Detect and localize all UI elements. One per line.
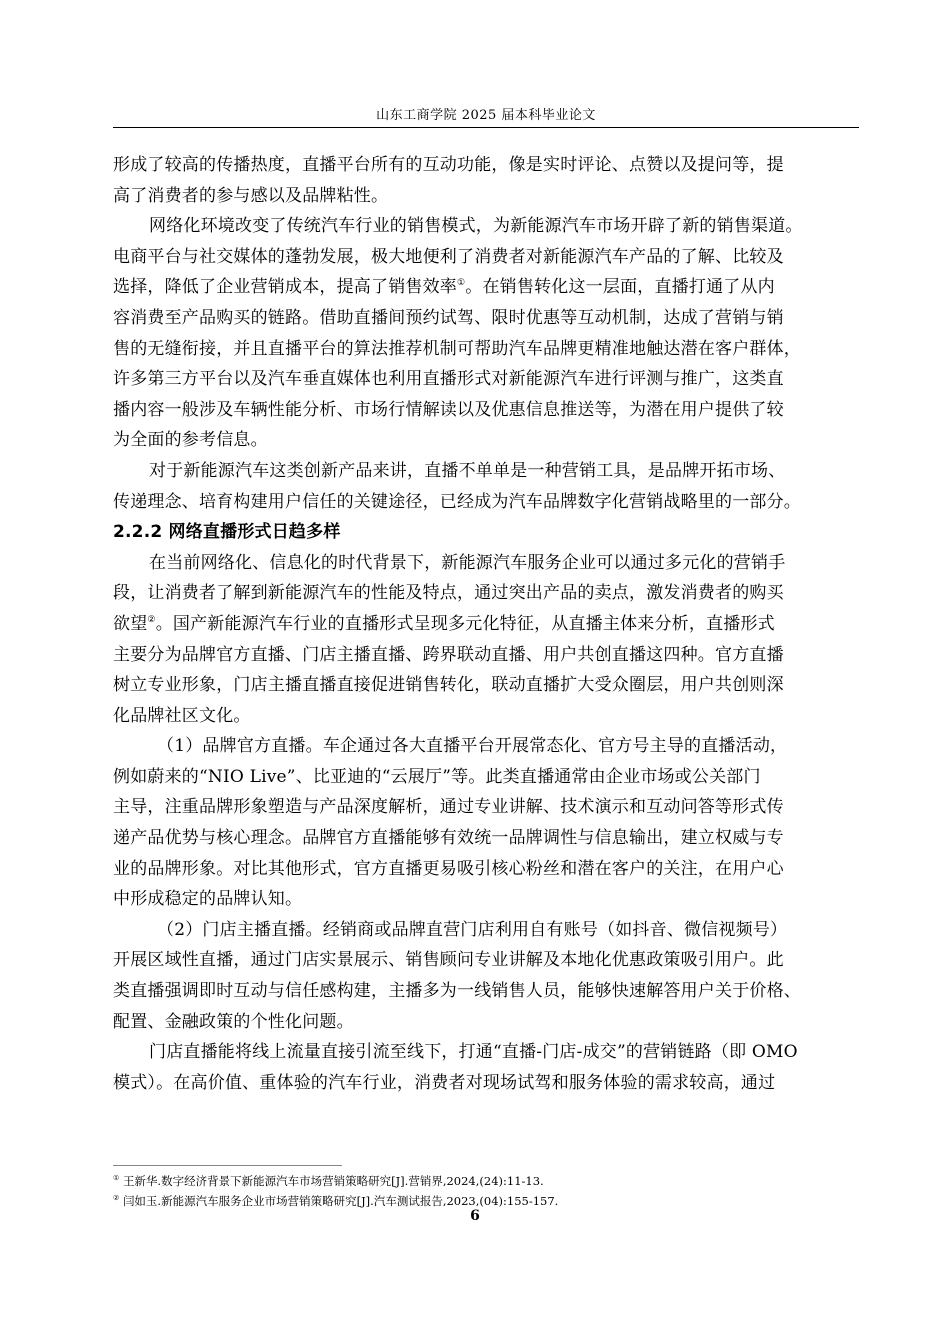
- text-line: 网络化环境改变了传统汽车行业的销售模式，为新能源汽车市场开辟了新的销售渠道。: [149, 216, 803, 237]
- text-line: 中形成稳定的品牌认知。: [113, 889, 303, 910]
- text-line: 树立专业形象，门店主播直播直接促进销售转化，联动直播扩大受众圈层，用户共创则深: [113, 675, 784, 696]
- text-line: 在当前网络化、信息化的时代背景下，新能源汽车服务企业可以通过多元化的营销手: [149, 552, 786, 573]
- text-line: [113, 272, 861, 303]
- footnote-text: 闫如玉.新能源汽车服务企业市场营销策略研究[J].汽车测试报告,2023,(04):155-157.: [122, 1194, 559, 1208]
- footnote-mark: ①: [113, 1174, 120, 1182]
- body-text: [113, 150, 861, 1098]
- text-line: 例如蔚来的“NIO Live”、比亚迪的“云展厅”等。此类直播通常由企业市场或公关部门: [113, 766, 761, 787]
- text-line: 主要分为品牌官方直播、门店主播直播、跨界联动直播、用户共创直播这四种。官方直播: [113, 644, 784, 665]
- text-line: 售的无缝衔接，并且直播平台的算法推荐机制可帮助汽车品牌更精准地触达潜在客户群体，: [113, 338, 801, 359]
- text-line: 对于新能源汽车这类创新产品来讲，直播不单单是一种营销工具，是品牌开拓市场、: [149, 460, 786, 481]
- line-part: 选择，降低了企业营销成本，提高了销售效率: [113, 277, 457, 298]
- text-line: 播内容一般涉及车辆性能分析、市场行情解读以及优惠信息推送等，为潜在用户提供了较: [113, 399, 784, 420]
- running-header: 山东工商学院 2025 届本科毕业论文: [376, 108, 596, 123]
- page-number: 6: [470, 1208, 480, 1224]
- text-line: 化品牌社区文化。: [113, 705, 251, 726]
- text-line: 主导，注重品牌形象塑造与产品深度解析，通过专业讲解、技术演示和互动问答等形式传: [113, 797, 784, 818]
- text-line: 模式）。在高价值、重体验的汽车行业，消费者对现场试驾和服务体验的需求较高，通过: [113, 1072, 776, 1093]
- footnote-ref-1: ①: [457, 278, 466, 289]
- header-rule: [113, 127, 859, 128]
- line-part: 。在销售转化这一层面，直播打通了从内: [465, 277, 775, 298]
- footnote-ref-2: ②: [147, 614, 156, 625]
- footnote-text: 王新华.数字经济背景下新能源汽车市场营销策略研究[J].营销界,2024,(24):11-13.: [122, 1174, 544, 1188]
- footnote-1: [113, 1171, 859, 1191]
- text-line: 递产品优势与核心理念。品牌官方直播能够有效统一品牌调性与信息输出，建立权威与专: [113, 828, 784, 849]
- line-part: 。国产新能源汽车行业的直播形式呈现多元化特征，从直播主体来分析，直播形式: [155, 613, 775, 634]
- text-line: 传递理念、培育构建用户信任的关键途径，已经成为汽车品牌数字化营销战略里的一部分。: [113, 491, 801, 512]
- text-line: 高了消费者的参与感以及品牌粘性。: [113, 185, 389, 206]
- text-line: 门店直播能将线上流量直接引流至线下，打通“直播-门店-成交”的营销链路（即 OMO: [149, 1042, 798, 1063]
- footnote-mark: ②: [113, 1194, 120, 1202]
- line-part: 欲望: [113, 613, 148, 634]
- text-line: 段，让消费者了解到新能源汽车的性能及特点，通过突出产品的卖点，激发消费者的购买: [113, 583, 784, 604]
- text-line: 业的品牌形象。对比其他形式，官方直播更易吸引核心粉丝和潜在客户的关注，在用户心: [113, 858, 784, 879]
- text-line: 容消费至产品购买的链路。借助直播间预约试驾、限时优惠等互动机制，达成了营销与销: [113, 307, 784, 328]
- text-line: 形成了较高的传播热度，直播平台所有的互动功能，像是实时评论、点赞以及提问等，提: [113, 155, 784, 175]
- text-line: 开展区域性直播，通过门店实景展示、销售顾问专业讲解及本地化优惠政策吸引用户。此: [113, 950, 784, 971]
- text-line: 电商平台与社交媒体的蓬勃发展，极大地便利了消费者对新能源汽车产品的了解、比较及: [113, 246, 784, 267]
- text-line: （2）门店主播直播。经销商或品牌直营门店利用自有账号（如抖音、微信视频号）: [157, 919, 788, 940]
- footnotes: [113, 1171, 859, 1211]
- text-line: 类直播强调即时互动与信任感构建，主播多为一线销售人员，能够快速解答用户关于价格、: [113, 981, 801, 1002]
- footnote-separator: [113, 1165, 342, 1166]
- text-line: 配置、金融政策的个性化问题。: [113, 1011, 354, 1032]
- text-line: （1）品牌官方直播。车企通过各大直播平台开展常态化、官方号主导的直播活动，: [157, 736, 788, 757]
- text-line: [113, 609, 861, 640]
- section-heading: 2.2.2 网络直播形式日趋多样: [113, 522, 341, 543]
- text-line: 许多第三方平台以及汽车垂直媒体也利用直播形式对新能源汽车进行评测与推广，这类直: [113, 369, 784, 390]
- text-line: 为全面的参考信息。: [113, 430, 268, 451]
